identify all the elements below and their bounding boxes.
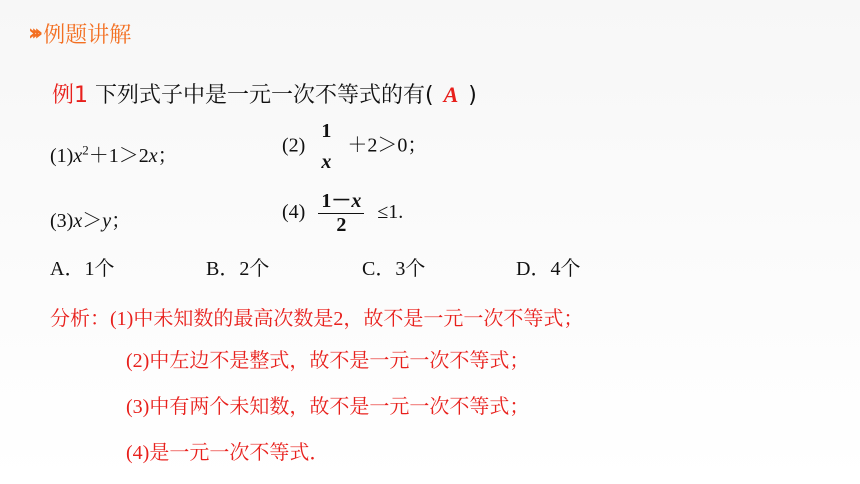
item-4	[282, 190, 403, 237]
item-4-text: ≤1.	[377, 201, 404, 224]
item-2-denominator: x	[321, 151, 332, 173]
analysis-label: 分析：	[50, 308, 110, 330]
analysis-line-3: (3)中有两个未知数，故不是一元一次不等式；	[126, 396, 530, 418]
item-1-exp: 2	[82, 142, 89, 158]
option-c: C．3个	[362, 258, 426, 280]
item-4-numerator-var: x	[351, 190, 362, 212]
option-a: A．1个	[50, 258, 115, 280]
analysis-line-4: (4)是一元一次不等式．	[126, 442, 330, 464]
option-d: D．4个	[516, 258, 581, 280]
item-2	[282, 120, 427, 174]
question	[52, 78, 477, 109]
question-text: 下列式子中是一元一次不等式的有(	[95, 83, 434, 108]
option-b: B．2个	[206, 258, 270, 280]
item-2-fraction	[318, 120, 334, 174]
item-3-end: ；	[111, 210, 132, 232]
double-chevron-right-icon: › › ›	[28, 21, 38, 46]
item-3-var: x	[73, 210, 83, 232]
item-1-var: x	[73, 145, 83, 167]
item-4-denominator: 2	[336, 214, 347, 236]
question-answer: A	[443, 82, 459, 107]
item-2-numerator: 1	[321, 120, 332, 142]
section-title: 例题讲解	[43, 23, 132, 48]
item-3-number: (3)	[50, 210, 74, 232]
section-header	[28, 18, 131, 49]
item-3	[50, 204, 131, 233]
item-2-number: (2)	[282, 134, 306, 157]
item-4-number: (4)	[282, 201, 306, 224]
item-3-op: ＞	[82, 210, 103, 232]
item-3-var2: y	[102, 210, 112, 232]
analysis-line-2: (2)中左边不是整式，故不是一元一次不等式；	[126, 350, 530, 372]
item-1	[50, 139, 178, 168]
item-1-text: ＋1＞2	[88, 145, 149, 167]
item-1-var2: x	[148, 145, 158, 167]
item-1-end: ；	[157, 145, 178, 167]
question-label: 例1	[52, 83, 88, 108]
item-4-numerator: 1－	[321, 190, 352, 212]
question-close: )	[468, 83, 477, 108]
analysis-text-1: (1)中未知数的最高次数是2，故不是一元一次不等式；	[110, 308, 584, 330]
item-4-fraction	[318, 190, 364, 237]
item-1-number: (1)	[50, 145, 74, 167]
item-2-text: ＋2＞0；	[347, 134, 428, 157]
analysis-line-1	[50, 302, 583, 331]
